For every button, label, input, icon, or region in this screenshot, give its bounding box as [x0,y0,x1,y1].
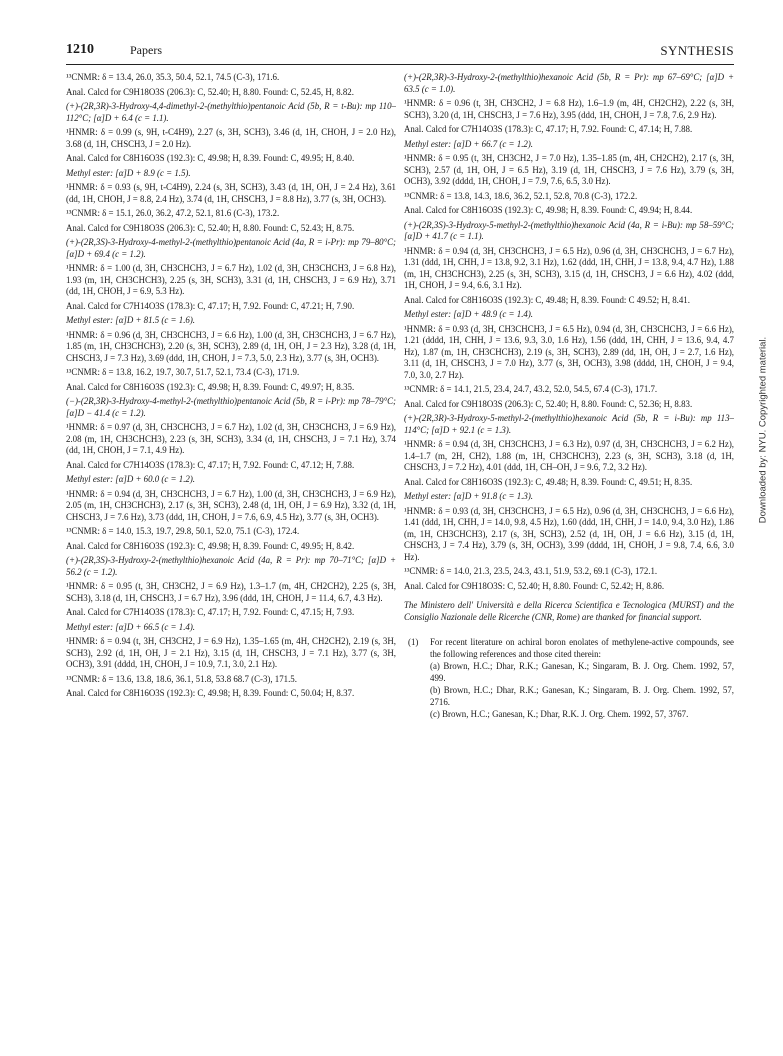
data-paragraph: Anal. Calcd for C8H16O3S (192.3): C, 49.48; H, 8.39. Found: C 49.52; H, 8.41. [404,294,690,305]
acknowledgement: The Ministero dell' Università e della Ricerca Scientifica e Tecnologica (MURST) and the Consiglio Nazionale delle Ricerche (CNR, Rome) are thanked for financial support. [404,600,734,622]
compound-heading: (+)-(2R,3S)-3-Hydroxy-5-methyl-2-(methylthio)hexanoic Acid (4a, R = i-Bu): mp 58–59°C; [α]D + 41.7 (c = 1.1). [404,219,734,241]
data-paragraph: ¹HNMR: δ = 0.94 (t, 3H, CH3CH2, J = 6.9 Hz), 1.35–1.65 (m, 4H, CH2CH2), 2.19 (s, 3H, SCH3), 2.92 (d, 1H, OH, J = 2.1 Hz), 3.15 (d, 1H, CHSCH3, J = 7.1 Hz), 3.77 (s, 3H, OCH3), 3.91 (dddd, 1H, CHOH, J = 10.9, 7.1, 3.0, 2.1 Hz). [66,636,396,669]
data-paragraph: ¹HNMR: δ = 0.93 (s, 9H, t-C4H9), 2.24 (s, 3H, SCH3), 3.43 (d, 1H, OH, J = 2.4 Hz), 3.61 (dd, 1H, CHOH, J = 8.8, 2.4 Hz), 3.74 (d, 1H, CHSCH3, J = 8.8 Hz), 3.77 (s, 3H, OCH3). [66,182,396,204]
compound-heading: Methyl ester: [α]D + 48.9 (c = 1.4). [404,309,534,319]
data-paragraph: ¹³CNMR: δ = 14.1, 21.5, 23.4, 24.7, 43.2, 52.0, 54.5, 67.4 (C-3), 171.7. [404,384,658,394]
data-paragraph: Anal. Calcd for C8H16O3S (192.3): C, 49.98; H, 8.39. Found: C, 49.94; H, 8.44. [404,205,693,215]
data-paragraph: ¹³CNMR: δ = 13.4, 26.0, 35.3, 50.4, 52.1, 74.5 (C-3), 171.6. [66,72,280,82]
data-paragraph: ¹³CNMR: δ = 13.8, 16.2, 19.7, 30.7, 51.7, 52.1, 73.4 (C-3), 171.9. [66,367,300,377]
data-paragraph: ¹HNMR: δ = 0.96 (t, 3H, CH3CH2, J = 6.8 Hz), 1.6–1.9 (m, 4H, CH2CH2), 2.22 (s, 3H, SCH3), 3.20 (d, 1H, CHSCH3, J = 7.6 Hz), 3.95 (ddd, 1H, CHOH, J = 7.8, 7.6, 2.9 Hz). [404,98,734,120]
data-paragraph: Anal. Calcd for C8H16O3S (192.3): C, 49.48; H, 8.39. Found: C, 49.51; H, 8.35. [404,476,693,487]
data-paragraph: ¹HNMR: δ = 0.95 (t, 3H, CH3CH2, J = 7.0 Hz), 1.35–1.85 (m, 4H, CH2CH2), 2.17 (s, 3H, SCH3), 2.57 (d, 1H, OH, J = 6.5 Hz), 3.19 (d, 1H, CHSCH3, J = 7.6 Hz), 3.79 (s, 3H, OCH3), 3.92 (dddd, 1H, CHOH, J = 7.9, 7.6, 6.5, 3.0 Hz). [404,153,734,186]
compound-heading: Methyl ester: [α]D + 66.5 (c = 1.4). [66,621,196,632]
data-paragraph: ¹HNMR: δ = 0.99 (s, 9H, t-C4H9), 2.27 (s, 3H, SCH3), 3.46 (d, 1H, CHOH, J = 2.0 Hz), 3.68 (d, 1H, CHSCH3, J = 2.0 Hz). [66,127,396,149]
data-paragraph: ¹HNMR: δ = 0.95 (t, 3H, CH3CH2, J = 6.9 Hz), 1.3–1.7 (m, 4H, CH2CH2), 2.25 (s, 3H, SCH3), 3.18 (d, 1H, CHSCH3, J = 6.7 Hz), 3.96 (ddd, 1H, CHOH, J = 11.4, 6.7, 4.3 Hz). [66,581,396,603]
compound-heading: (+)-(2R,3R)-3-Hydroxy-5-methyl-2-(methylthio)hexanoic Acid (5b, R = i-Bu): mp 113–114°C; [α]D + 92.1 (c = 1.3). [404,413,734,435]
data-paragraph: Anal. Calcd for C7H14O3S (178.3): C, 47.17; H, 7.92. Found: C, 47.21; H, 7.90. [66,300,355,311]
data-paragraph: ¹³CNMR: δ = 14.0, 21.3, 23.5, 24.3, 43.1, 51.9, 53.2, 69.1 (C-3), 172.1. [404,566,658,576]
data-paragraph: Anal. Calcd for C9H18O3S (206.3): C, 52.40; H, 8.80. Found: C, 52.43; H, 8.75. [66,222,355,233]
data-paragraph: ¹HNMR: δ = 0.96 (d, 3H, CH3CHCH3, J = 6.6 Hz), 1.00 (d, 3H, CH3CHCH3, J = 6.7 Hz), 1.85 (m, 1H, CH3CHCH3), 2.20 (s, 3H, SCH3), 2.89 (d, 1H, OH, J = 2.3 Hz), 3.28 (d, 1H, CHSCH3, J = 7.3 Hz), 3.69 (ddd, 1H, CHOH, J = 7.3, 5.0, 2.3 Hz), 3.77 (s, 3H, OCH3). [66,329,396,363]
compound-heading: Methyl ester: [α]D + 81.5 (c = 1.6). [66,315,196,325]
data-paragraph: Anal. Calcd for C8H16O3S (192.3): C, 49.98; H, 8.39. Found: C, 49.97; H, 8.35. [66,381,355,392]
compound-heading: (+)-(2R,3S)-3-Hydroxy-2-(methylthio)hexanoic Acid (4a, R = Pr): mp 70–71°C; [α]D + 56.2 (c = 1.2). [66,555,396,577]
data-paragraph: ¹³CNMR: δ = 13.6, 13.8, 18.6, 36.1, 51.8, 53.8 68.7 (C-3), 171.5. [66,673,297,684]
compound-heading: (+)-(2R,3R)-3-Hydroxy-2-(methylthio)hexanoic Acid (5b, R = Pr): mp 67–69°C; [α]D + 63.5 (c = 1.0). [404,72,734,94]
page-header [66,40,734,62]
reference-item: (c) Brown, H.C.; Ganesan, K.; Dhar, R.K. J. Org. Chem. 1992, 57, 3767. [430,709,689,719]
data-paragraph: Anal. Calcd for C8H16O3S (192.3): C, 49.98; H, 8.39. Found: C, 49.95; H, 8.40. [66,153,355,163]
compound-heading: Methyl ester: [α]D + 8.9 (c = 1.5). [66,167,191,178]
data-paragraph: Anal. Calcd for C7H14O3S (178.3): C, 47.17; H, 7.92. Found: C, 47.12; H, 7.88. [66,459,355,470]
page-number: 1210 [66,42,94,57]
compound-heading: (+)-(2R,3S)-3-Hydroxy-4-methyl-2-(methylthio)pentanoic Acid (4a, R = i-Pr): mp 79–80°C; [α]D + 69.4 (c = 1.2). [66,237,396,259]
right-column-body [404,72,734,592]
data-paragraph: ¹HNMR: δ = 0.94 (d, 3H, CH3CHCH3, J = 6.7 Hz), 1.00 (d, 3H, CH3CHCH3, J = 6.9 Hz), 2.05 (m, 1H, CH3CHCH3), 2.17 (s, 3H, SCH3), 2.48 (d, 1H, OH, J = 6.9 Hz), 3.32 (d, 1H, CHSCH3, J = 7.6 Hz), 3.73 (ddd, 1H, CHOH, J = 7.6, 6.9, 4.5 Hz), 3.77 (s, 3H, OCH3). [66,488,396,522]
compound-heading: Methyl ester: [α]D + 91.8 (c = 1.3). [404,491,534,501]
data-paragraph: ¹HNMR: δ = 0.94 (d, 3H, CH3CHCH3, J = 6.5 Hz), 0.96 (d, 3H, CH3CHCH3, J = 6.7 Hz), 1.31 (ddd, 1H, CHH, J = 13.8, 9.2, 3.1 Hz), 1.62 (ddd, 1H, CHH, J = 13.8, 9.4, 4.7 Hz), 1.88 (m, 1H, CH3CHCH3), 2.25 (s, 3H, SCH3), 3.15 (d, 1H, CHSCH3, J = 6.6 Hz), 4.02 (ddd, 1H, CHOH, J = 9.4, 6.6, 3.1 Hz). [404,245,734,290]
data-paragraph: Anal. Calcd for C7H14O3S (178.3): C, 47.17; H, 7.92. Found: C, 47.14; H, 7.88. [404,124,693,134]
data-paragraph: ¹HNMR: δ = 0.97 (d, 3H, CH3CHCH3, J = 6.7 Hz), 1.02 (d, 3H, CH3CHCH3, J = 6.9 Hz), 2.08 (m, 1H, CH3CHCH3), 2.23 (s, 3H, SCH3), 3.34 (d, 1H, CHSCH3, J = 7.1 Hz), 3.74 (dd, 1H, CHOH, J = 7.1, 4.9 Hz). [66,422,396,455]
reference-number: (1) [408,637,419,647]
reference-1 [404,637,734,721]
left-column [66,72,396,703]
data-paragraph: ¹HNMR: δ = 0.93 (d, 3H, CH3CHCH3, J = 6.5 Hz), 0.94 (d, 3H, CH3CHCH3, J = 6.6 Hz), 1.21 (dddd, 1H, CHH, J = 13.6, 9.3, 3.0, 1.6 Hz), 1.56 (ddd, 1H, CHH, J = 13.6, 9.4, 4.7 Hz), 1.87 (m, 1H, CH3CHCH3), 2.19 (s, 3H, SCH3), 2.89 (dd, 1H, OH, J = 2.7, 1.6 Hz), 3.11 (d, 1H, CHSCH3, J = 7.0 Hz), 3.77 (s, 3H, OCH3), 3.98 (dddd, 1H, CHOH, J = 9.4, 7.0, 3.0, 2.7 Hz). [404,323,734,380]
data-paragraph: ¹³CNMR: δ = 15.1, 26.0, 36.2, 47.2, 52.1, 81.6 (C-3), 173.2. [66,208,280,218]
right-column [404,72,734,721]
data-paragraph: Anal. Calcd for C7H14O3S (178.3): C, 47.17; H, 7.92. Found: C, 47.15; H, 7.93. [66,607,355,617]
data-paragraph: ¹HNMR: δ = 1.00 (d, 3H, CH3CHCH3, J = 6.7 Hz), 1.02 (d, 3H, CH3CHCH3, J = 6.8 Hz), 1.93 (m, 1H, CH3CHCH3), 2.25 (s, 3H, SCH3), 3.31 (d, 1H, CHSCH3, J = 6.9 Hz), 3.71 (dd, 1H, CHOH, J = 6.9, 5.3 Hz). [66,263,396,296]
data-paragraph: ¹HNMR: δ = 0.94 (d, 3H, CH3CHCH3, J = 6.3 Hz), 0.97 (d, 3H, CH3CHCH3, J = 6.2 Hz), 1.4–1.7 (m, 2H, CH2), 1.88 (m, 1H, CH3CHCH3), 2.23 (s, 3H, SCH3), 3.18 (d, 1H, CHSCH3, J = 7.2 Hz), 4.01 (ddd, 1H, CH–OH, J = 9.6, 7.2, 3.2 Hz). [404,439,734,472]
journal-name: SYNTHESIS [660,43,734,58]
reference-intro: For recent literature on achiral boron enolates of methylene-active compounds, see the following references and those cited therein: [430,637,734,659]
data-paragraph: Anal. Calcd for C9H18O3S: C, 52.40; H, 8.80. Found: C, 52.42; H, 8.86. [404,580,665,591]
data-paragraph: ¹³CNMR: δ = 13.8, 14.3, 18.6, 36.2, 52.1, 52.8, 70.8 (C-3), 172.2. [404,190,638,201]
download-notice: Downloaded by: NYU. Copyrighted material. [757,336,769,524]
data-paragraph: Anal. Calcd for C8H16O3S (192.3): C, 49.98; H, 8.39. Found: C, 50.04; H, 8.37. [66,688,355,698]
data-paragraph: ¹HNMR: δ = 0.93 (d, 3H, CH3CHCH3, J = 6.5 Hz), 0.96 (d, 3H, CH3CHCH3, J = 6.6 Hz), 1.41 (ddd, 1H, CHH, J = 14.0, 9.8, 4.5 Hz), 1.60 (ddd, 1H, CHH, J = 14.0, 9.4, 3.0 Hz), 1.86 (m, 1H, CH3CHCH3), 2.17 (s, 3H, SCH3), 2.52 (d, 1H, OH, J = 6.6 Hz), 3.15 (d, 1H, CHSCH3, J = 7.4 Hz), 3.79 (s, 3H, OCH3), 3.99 (dddd, 1H, CHOH, J = 9.8, 7.4, 6.6, 3.0 Hz). [404,505,734,562]
reference-item: (a) Brown, H.C.; Dhar, R.K.; Ganesan, K.; Singaram, B. J. Org. Chem. 1992, 57, 499. [430,661,734,683]
data-paragraph: ¹³CNMR: δ = 14.0, 15.3, 19.7, 29.8, 50.1, 52.0, 75.1 (C-3), 172.4. [66,526,300,536]
header-rule [66,64,734,65]
data-paragraph: Anal. Calcd for C8H16O3S (192.3): C, 49.98; H, 8.39. Found: C, 49.95; H, 8.42. [66,540,355,551]
reference-item: (b) Brown, H.C.; Dhar, R.K.; Ganesan, K.; Singaram, B. J. Org. Chem. 1992, 57, 2716. [430,685,734,707]
data-paragraph: Anal. Calcd for C9H18O3S (206.3): C, 52.40; H, 8.80. Found: C, 52.45, H, 8.82. [66,86,354,97]
data-paragraph: Anal. Calcd for C9H18O3S (206.3): C, 52.40; H, 8.80. Found: C, 52.36; H, 8.83. [404,398,693,409]
compound-heading: Methyl ester: [α]D + 66.7 (c = 1.2). [404,138,534,149]
compound-heading: (+)-(2R,3R)-3-Hydroxy-4,4-dimethyl-2-(methylthio)pentanoic Acid (5b, R = t-Bu): mp 110–112°C; [α]D + 6.4 (c = 1.1). [66,101,396,123]
section-name: Papers [130,43,162,57]
compound-heading: Methyl ester: [α]D + 60.0 (c = 1.2). [66,474,196,484]
compound-heading: (−)-(2R,3R)-3-Hydroxy-4-methyl-2-(methylthio)pentanoic Acid (5b, R = i-Pr): mp 78–79°C; [α]D − 41.4 (c = 1.2). [66,396,396,418]
